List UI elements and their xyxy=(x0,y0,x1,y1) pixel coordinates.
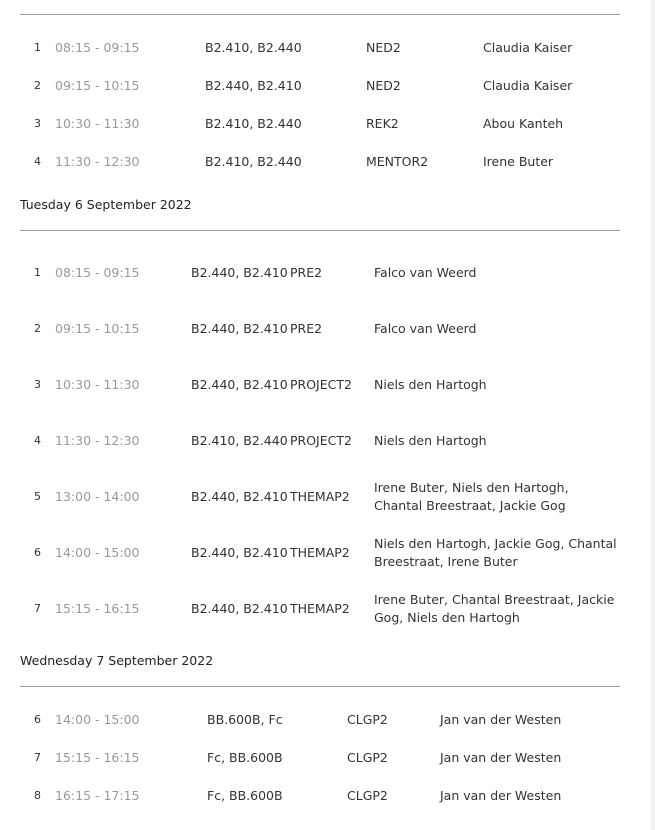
lesson-time: 14:00 - 15:00 xyxy=(55,712,140,727)
lesson-hour: 8 xyxy=(34,789,41,802)
lesson-teacher: Falco van Weerd xyxy=(374,321,477,336)
table-row xyxy=(20,739,620,777)
lesson-course: PRE2 xyxy=(290,321,323,336)
lesson-hour: 3 xyxy=(34,117,41,130)
lesson-room: B2.440, B2.410 xyxy=(205,78,302,93)
lesson-room: B2.440, B2.410 xyxy=(191,377,288,392)
lesson-room: B2.440, B2.410 xyxy=(191,601,288,616)
lesson-room: B2.440, B2.410 xyxy=(191,321,288,336)
day-divider xyxy=(20,686,620,687)
table-row xyxy=(20,105,620,143)
schedule-table xyxy=(20,701,620,815)
lesson-course: NED2 xyxy=(366,40,401,55)
table-row xyxy=(20,469,620,525)
lesson-course: THEMAP2 xyxy=(290,601,350,616)
lesson-teacher: Niels den Hartogh xyxy=(374,433,487,448)
lesson-hour: 3 xyxy=(34,378,41,391)
lesson-time: 13:00 - 14:00 xyxy=(55,489,140,504)
table-row xyxy=(20,143,620,181)
lesson-teacher: Abou Kanteh xyxy=(483,116,564,131)
lesson-time: 09:15 - 10:15 xyxy=(55,78,140,93)
lesson-teacher: Niels den Hartogh xyxy=(374,377,487,392)
table-row xyxy=(20,67,620,105)
lesson-teacher: Jan van der Westen xyxy=(440,750,562,765)
lesson-course: PROJECT2 xyxy=(290,377,352,392)
lesson-hour: 7 xyxy=(34,751,41,764)
page-scroll-edge xyxy=(651,0,655,830)
table-row xyxy=(20,777,620,815)
day-divider xyxy=(20,14,620,15)
lesson-room: B2.410, B2.440 xyxy=(191,433,288,448)
lesson-hour: 1 xyxy=(34,41,41,54)
schedule-table xyxy=(20,29,620,181)
lesson-course: NED2 xyxy=(366,78,401,93)
lesson-time: 11:30 - 12:30 xyxy=(55,154,140,169)
lesson-hour: 4 xyxy=(34,434,41,447)
lesson-room: B2.440, B2.410 xyxy=(191,545,288,560)
lesson-time: 16:15 - 17:15 xyxy=(55,788,140,803)
lesson-teacher: Irene Buter, Niels den Hartogh, Chantal Breestraat, Jackie Gog xyxy=(374,480,569,513)
lesson-room: B2.440, B2.410 xyxy=(191,489,288,504)
schedule-table xyxy=(20,245,620,637)
lesson-time: 11:30 - 12:30 xyxy=(55,433,140,448)
lesson-teacher: Jan van der Westen xyxy=(440,788,562,803)
table-row xyxy=(20,413,620,469)
lesson-time: 08:15 - 09:15 xyxy=(55,40,140,55)
table-row xyxy=(20,29,620,67)
lesson-time: 10:30 - 11:30 xyxy=(55,377,140,392)
lesson-course: MENTOR2 xyxy=(366,154,429,169)
lesson-hour: 2 xyxy=(34,322,41,335)
lesson-course: THEMAP2 xyxy=(290,545,350,560)
lesson-room: B2.410, B2.440 xyxy=(205,116,302,131)
lesson-hour: 6 xyxy=(34,713,41,726)
lesson-time: 09:15 - 10:15 xyxy=(55,321,140,336)
lesson-teacher: Claudia Kaiser xyxy=(483,78,573,93)
table-row xyxy=(20,357,620,413)
lesson-course: REK2 xyxy=(366,116,399,131)
lesson-time: 15:15 - 16:15 xyxy=(55,601,140,616)
lesson-room: B2.410, B2.440 xyxy=(205,40,302,55)
lesson-hour: 7 xyxy=(34,602,41,615)
lesson-room: B2.410, B2.440 xyxy=(205,154,302,169)
table-row xyxy=(20,245,620,301)
table-row xyxy=(20,525,620,581)
lesson-hour: 4 xyxy=(34,155,41,168)
day-heading: Tuesday 6 September 2022 xyxy=(20,197,192,212)
lesson-time: 08:15 - 09:15 xyxy=(55,265,140,280)
lesson-time: 14:00 - 15:00 xyxy=(55,545,140,560)
lesson-hour: 1 xyxy=(34,266,41,279)
lesson-teacher: Niels den Hartogh, Jackie Gog, Chantal Breestraat, Irene Buter xyxy=(374,536,617,569)
lesson-hour: 5 xyxy=(34,490,41,503)
lesson-room: Fc, BB.600B xyxy=(207,750,283,765)
lesson-time: 10:30 - 11:30 xyxy=(55,116,140,131)
table-row xyxy=(20,301,620,357)
lesson-course: CLGP2 xyxy=(347,712,388,727)
lesson-course: PRE2 xyxy=(290,265,323,280)
day-divider xyxy=(20,230,620,231)
lesson-teacher: Irene Buter xyxy=(483,154,554,169)
lesson-hour: 6 xyxy=(34,546,41,559)
lesson-course: CLGP2 xyxy=(347,750,388,765)
lesson-teacher: Falco van Weerd xyxy=(374,265,477,280)
lesson-time: 15:15 - 16:15 xyxy=(55,750,140,765)
lesson-course: THEMAP2 xyxy=(290,489,350,504)
lesson-room: B2.440, B2.410 xyxy=(191,265,288,280)
lesson-hour: 2 xyxy=(34,79,41,92)
lesson-teacher: Claudia Kaiser xyxy=(483,40,573,55)
day-heading: Wednesday 7 September 2022 xyxy=(20,653,214,668)
table-row xyxy=(20,581,620,637)
lesson-teacher: Irene Buter, Chantal Breestraat, Jackie Gog, Niels den Hartogh xyxy=(374,592,615,625)
lesson-room: BB.600B, Fc xyxy=(207,712,283,727)
lesson-course: CLGP2 xyxy=(347,788,388,803)
table-row xyxy=(20,701,620,739)
lesson-course: PROJECT2 xyxy=(290,433,352,448)
lesson-room: Fc, BB.600B xyxy=(207,788,283,803)
lesson-teacher: Jan van der Westen xyxy=(440,712,562,727)
